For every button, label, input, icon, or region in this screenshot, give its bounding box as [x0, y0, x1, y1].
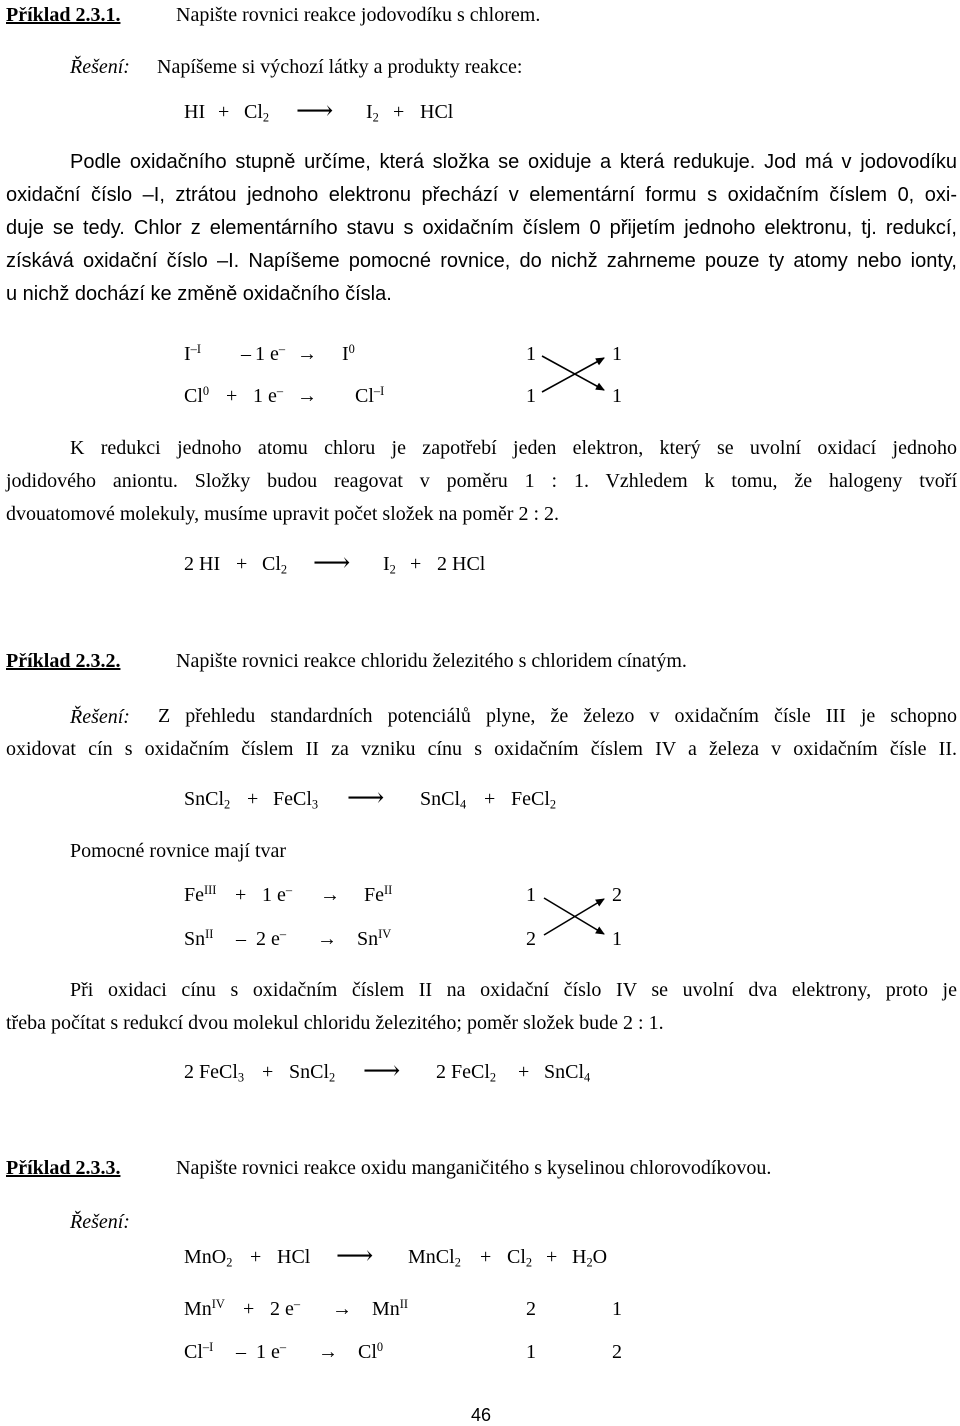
formula: $Cl_2$	[244, 101, 270, 125]
plus-sign: +	[393, 101, 405, 123]
half-reaction-electrons: 1 e–	[262, 883, 293, 906]
formula: FeCl$_2$	[511, 788, 557, 812]
arrow-icon: →	[297, 385, 317, 407]
formula: 2 FeCl$_2$	[436, 1061, 497, 1085]
coefficient: 1	[612, 928, 622, 950]
arrow-icon: →	[332, 1298, 352, 1320]
formula: HCl	[420, 101, 454, 123]
example-1-label: Příklad 2.3.1.	[6, 4, 121, 26]
half-reaction-product: Cl$^0$	[358, 1340, 384, 1363]
formula: $H_2O$	[572, 1246, 608, 1270]
formula: 2 FeCl$_3$	[184, 1061, 245, 1085]
half-reaction-sign: +	[243, 1298, 255, 1320]
cross-arrows-1	[542, 356, 604, 392]
formula: SnCl$_4$	[544, 1061, 591, 1085]
plus-sign: +	[262, 1061, 274, 1083]
plus-sign: +	[480, 1246, 492, 1268]
plus-sign: +	[546, 1246, 558, 1268]
reaction-arrow-icon: ⟶	[347, 783, 385, 812]
plus-sign: +	[484, 788, 496, 810]
half-reaction-species: $Sn^{II}$	[184, 927, 214, 950]
formula: $Cl_2$	[507, 1246, 533, 1270]
half-reaction-product: $Sn^{IV}$	[357, 927, 392, 950]
half-reaction-electrons: 1 e–	[255, 342, 286, 365]
half-reaction-species: $I^{-I}$	[184, 342, 201, 365]
example-2-label: Příklad 2.3.2.	[6, 650, 121, 672]
arrow-icon: →	[297, 343, 317, 365]
formula: FeCl$_3$	[273, 788, 319, 812]
coefficient: 1	[612, 385, 622, 407]
half-reaction-product: $Cl^{-I}$	[355, 384, 385, 407]
example-2-paragraph-1: Z přehledu standardních potenciálů plyne, že železo v oxidačním čísle III je schopno oxidovat cín s oxidačním číslem II za vzniku cínu s oxidačním číslem IV a železa v oxidačním čísle II.	[6, 705, 957, 760]
half-reaction-species: $Mn^{IV}$	[184, 1297, 225, 1320]
coefficient: 1	[612, 1298, 622, 1320]
arrow-icon: →	[320, 884, 340, 906]
example-1-paragraph-2: K redukci jednoho atomu chloru je zapotřebí jeden elektron, který se uvolní oxidací jednoho jodidového aniontu. Složky budou reagovat v poměru 1 : 1. Vzhledem k tomu, že halogeny tvoří dvouatomové molekuly, musíme upravit počet složek na poměr 2 : 2.	[6, 437, 957, 525]
half-reaction-species: $Cl^{-I}$	[184, 1340, 214, 1363]
reaction-arrow-icon: ⟶	[296, 96, 334, 125]
plus-sign: +	[247, 788, 259, 810]
cross-arrows-2	[544, 898, 604, 935]
reaction-arrow-icon: ⟶	[363, 1056, 401, 1085]
formula: $Cl_2$	[262, 553, 288, 577]
half-reaction-product: $Fe^{II}$	[364, 883, 393, 906]
half-reaction-sign: +	[226, 385, 238, 407]
example-3-task: Napište rovnici reakce oxidu manganičitého s kyselinou chlorovodíkovou.	[176, 1157, 772, 1179]
reaction-arrow-icon: ⟶	[336, 1241, 374, 1270]
formula: 2 HCl	[437, 553, 486, 575]
half-reaction-product: $Mn^{II}$	[372, 1297, 409, 1320]
example-1-solution-label: Řešení:	[70, 56, 130, 78]
half-reaction-sign: –	[236, 928, 246, 950]
plus-sign: +	[250, 1246, 262, 1268]
coefficient: 2	[612, 884, 622, 906]
formula: SnCl$_2$	[184, 788, 231, 812]
half-reaction-sign: +	[235, 884, 247, 906]
formula: HCl	[277, 1246, 311, 1268]
example-1-task: Napište rovnici reakce jodovodíku s chlorem.	[176, 4, 541, 26]
formula: MnCl$_2$	[408, 1246, 461, 1270]
half-reaction-sign: –	[236, 1341, 246, 1363]
example-3-solution-label: Řešení:	[70, 1211, 130, 1233]
example-2-paragraph-2: Při oxidaci cínu s oxidačním číslem II na oxidační číslo IV se uvolní dva elektrony, proto je třeba počítat s redukcí dvou molekul chloridu železitého; poměr složek bude 2 : 1.	[6, 979, 957, 1034]
example-2-solution-label: Řešení:	[70, 706, 130, 728]
coefficient: 2	[526, 928, 536, 950]
plus-sign: +	[410, 553, 422, 575]
formula: $I_2$	[366, 101, 379, 125]
half-reaction-electrons: 2 e–	[256, 927, 287, 950]
half-reaction-sign: –	[241, 343, 251, 365]
coefficient: 1	[526, 1341, 536, 1363]
arrow-icon: →	[318, 1341, 338, 1363]
coefficient: 1	[526, 884, 536, 906]
example-3-label: Příklad 2.3.3.	[6, 1157, 121, 1179]
half-reaction-species: Cl$^0$	[184, 384, 210, 407]
formula: SnCl$_2$	[289, 1061, 336, 1085]
half-reaction-product: $I^0$	[342, 342, 355, 365]
coefficient: 2	[612, 1341, 622, 1363]
half-reaction-electrons: 1 e–	[253, 384, 284, 407]
formula: MnO$_2$	[184, 1246, 233, 1270]
coefficient: 1	[612, 343, 622, 365]
formula: 2 HI	[184, 553, 221, 575]
formula: SnCl$_4$	[420, 788, 467, 812]
example-1-paragraph-1: Podle oxidačního stupně určíme, která složka se oxiduje a která redukuje. Jod má v jodovodíku oxidační číslo –I, ztrátou jednoho elektronu přechází v elementární formu s oxidačním číslem 0, oxi- duje se tedy. Chlor z elementárního stavu s oxidačním číslem 0 přijetím jednoho elektronu, tj. redukcí, získává oxidační číslo –I. Napíšeme pomocné rovnice, do nichž zahrneme pouze ty atomy nebo ionty, u nichž dochází ke změně oxidačního čísla.	[6, 151, 957, 305]
half-reaction-electrons: 2 e–	[270, 1297, 301, 1320]
coefficient: 1	[526, 343, 536, 365]
plus-sign: +	[518, 1061, 530, 1083]
coefficient: 2	[526, 1298, 536, 1320]
plus-sign: +	[236, 553, 248, 575]
example-2-task: Napište rovnici reakce chloridu železitého s chloridem cínatým.	[176, 650, 687, 672]
formula: HI	[184, 101, 206, 123]
arrow-icon: →	[317, 928, 337, 950]
half-reaction-species: $Fe^{III}$	[184, 883, 217, 906]
plus-sign: +	[218, 101, 230, 123]
example-1-intro: Napíšeme si výchozí látky a produkty reakce:	[157, 56, 523, 78]
formula: $I_2$	[383, 553, 396, 577]
half-reaction-electrons: 1 e–	[256, 1340, 287, 1363]
page-number: 46	[471, 1405, 492, 1425]
example-2-helper-text: Pomocné rovnice mají tvar	[70, 840, 287, 862]
coefficient: 1	[526, 385, 536, 407]
reaction-arrow-icon: ⟶	[313, 548, 351, 577]
